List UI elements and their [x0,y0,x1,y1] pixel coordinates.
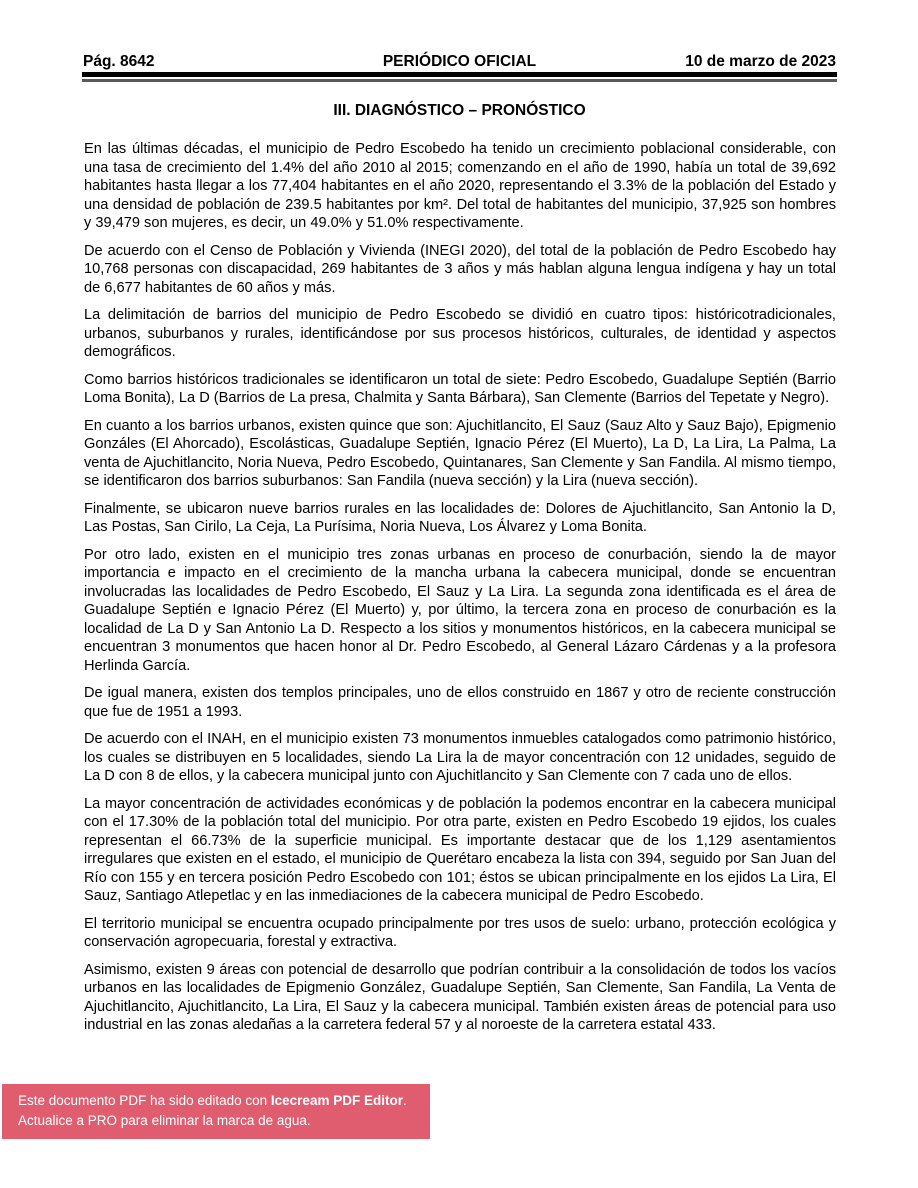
watermark-line-2: Actualice a PRO para eliminar la marca de agua. [18,1112,311,1128]
section-title: III. DIAGNÓSTICO – PRONÓSTICO [333,102,586,119]
body-paragraph: En las últimas décadas, el municipio de Pedro Escobedo ha tenido un crecimiento poblacional considerable, con una tasa de crecimiento del 1.4% del año 2010 al 2015; comenzando en el año de 1990, había un total de 39,692 habitantes hasta llegar a los 77,404 habitantes en el año 2020, representando el 3.3% de la población del Estado y una densidad de población de 239.5 habitantes por km². Del total de habitantes del municipio, 37,925 son hombres y 39,479 son mujeres, es decir, un 49.0% y 51.0% respectivamente. [84,141,836,231]
watermark-text: Este documento PDF ha sido editado con [18,1093,271,1108]
body-paragraph: Asimismo, existen 9 áreas con potencial de desarrollo que podrían contribuir a la consolidación de todos los vacíos urbanos en las localidades de Epigmenio González, Guadalupe Septién, San Clemente, San Fandila, La Venta de Ajuchitlancito, Ajuchitlancito, La Lira, El Sauz y la cabecera municipal. También existen áreas de potencial para uso industrial en las zonas aledañas a la carretera federal 57 y al noroeste de la carretera estatal 433. [84,961,836,1033]
body-paragraph: Por otro lado, existen en el municipio tres zonas urbanas en proceso de conurbación, siendo la de mayor importancia e impacto en el crecimiento de la mancha urbana la cabecera municipal, donde se encuentran involucradas las localidades de Pedro Escobedo, El Sauz y La Lira. La segunda zona identificada es el área de Guadalupe Septién e Ignacio Pérez (El Muerto) y, por último, la tercera zona en proceso de conurbación es la localidad de La D y San Antonio La D. Respecto a los sitios y monumentos históricos, en la cabecera municipal se encuentran 3 monumentos que hacen honor al Dr. Pedro Escobedo, al General Lázaro Cárdenas y a la profesora Herlinda García. [84,546,836,674]
body-paragraph: Como barrios históricos tradicionales se identificaron un total de siete: Pedro Escobedo, Guadalupe Septién (Barrio Loma Bonita), La D (Barrios de La presa, Chalmita y Santa Bárbara), San Clemente (Barrios del Tepetate y Negro). [84,371,836,406]
body-paragraph: El territorio municipal se encuentra ocupado principalmente por tres usos de suelo: urbano, protección ecológica y conservación agropecuaria, forestal y extractiva. [84,915,836,950]
body-paragraph: La mayor concentración de actividades económicas y de población la podemos encontrar en la cabecera municipal con el 17.30% de la población total del municipio. Por otra parte, existen en Pedro Escobedo 19 ejidos, los cuales representan el 66.73% de la superficie municipal. Es importante destacar que de los 1,129 asentamientos irregulares que existen en el estado, el municipio de Querétaro encabeza la lista con 394, seguido por San Juan del Río con 155 y en tercera posición Pedro Escobedo con 101; éstos se ubican principalmente en los ejidos La Lira, El Sauz, Santiago Atlepetlac y en las inmediaciones de la cabecera municipal de Pedro Escobedo. [84,795,836,904]
body-paragraph: De igual manera, existen dos templos principales, uno de ellos construido en 1867 y otro de reciente construcción que fue de 1951 a 1993. [84,685,836,720]
watermark-line-1 [18,1091,422,1111]
body-paragraph: En cuanto a los barrios urbanos, existen quince que son: Ajuchitlancito, El Sauz (Sauz Alto y Sauz Bajo), Epigmenio Gonzáles (El Ahorcado), Escolásticas, Guadalupe Septién, Ignacio Pérez (El Muerto), La D, La Lira, La Palma, La venta de Ajuchitlancito, Noria Nueva, Pedro Escobedo, Quintanares, San Clemente y San Fandila. Al mismo tiempo, se identificaron dos barrios suburbanos: San Fandila (nueva sección) y la Lira (nueva sección). [84,417,836,489]
header-rule-thin [82,79,837,82]
publication-title: PERIÓDICO OFICIAL [382,53,537,70]
header-date: 10 de marzo de 2023 [685,53,836,70]
body-paragraph: La delimitación de barrios del municipio de Pedro Escobedo se dividió en cuatro tipos: históricotradicionales, urbanos, suburbanos y rurales, identificándose por sus procesos históricos, culturales, de identidad y aspectos demográficos. [84,307,836,360]
document-body [84,140,836,1044]
header-rule-thick [82,72,837,77]
watermark-brand: Icecream PDF Editor [270,1093,403,1108]
body-paragraph: De acuerdo con el INAH, en el municipio existen 73 monumentos inmuebles catalogados como patrimonio histórico, los cuales se distribuyen en 5 localidades, siendo La Lira la de mayor concentración con 12 unidades, seguido de La D con 8 de ellos, y la cabecera municipal junto con Ajuchitlancito y San Clemente con 7 cada uno de ellos. [84,731,836,784]
body-paragraph: Finalmente, se ubicaron nueve barrios rurales en las localidades de: Dolores de Ajuchitlancito, San Antonio la D, Las Postas, San Cirilo, La Ceja, La Purísima, Noria Nueva, Los Álvarez y Loma Bonita. [84,500,836,535]
watermark-text: . [402,1093,407,1108]
icecream-watermark-link[interactable] [2,1084,430,1139]
page-header [83,53,836,71]
page-number-label: Pág. 8642 [83,53,155,70]
body-paragraph: De acuerdo con el Censo de Población y Vivienda (INEGI 2020), del total de la población de Pedro Escobedo hay 10,768 personas con discapacidad, 269 habitantes de 3 años y más hablan alguna lengua indígena y hay un total de 6,677 habitantes de 60 años y más. [84,242,836,296]
